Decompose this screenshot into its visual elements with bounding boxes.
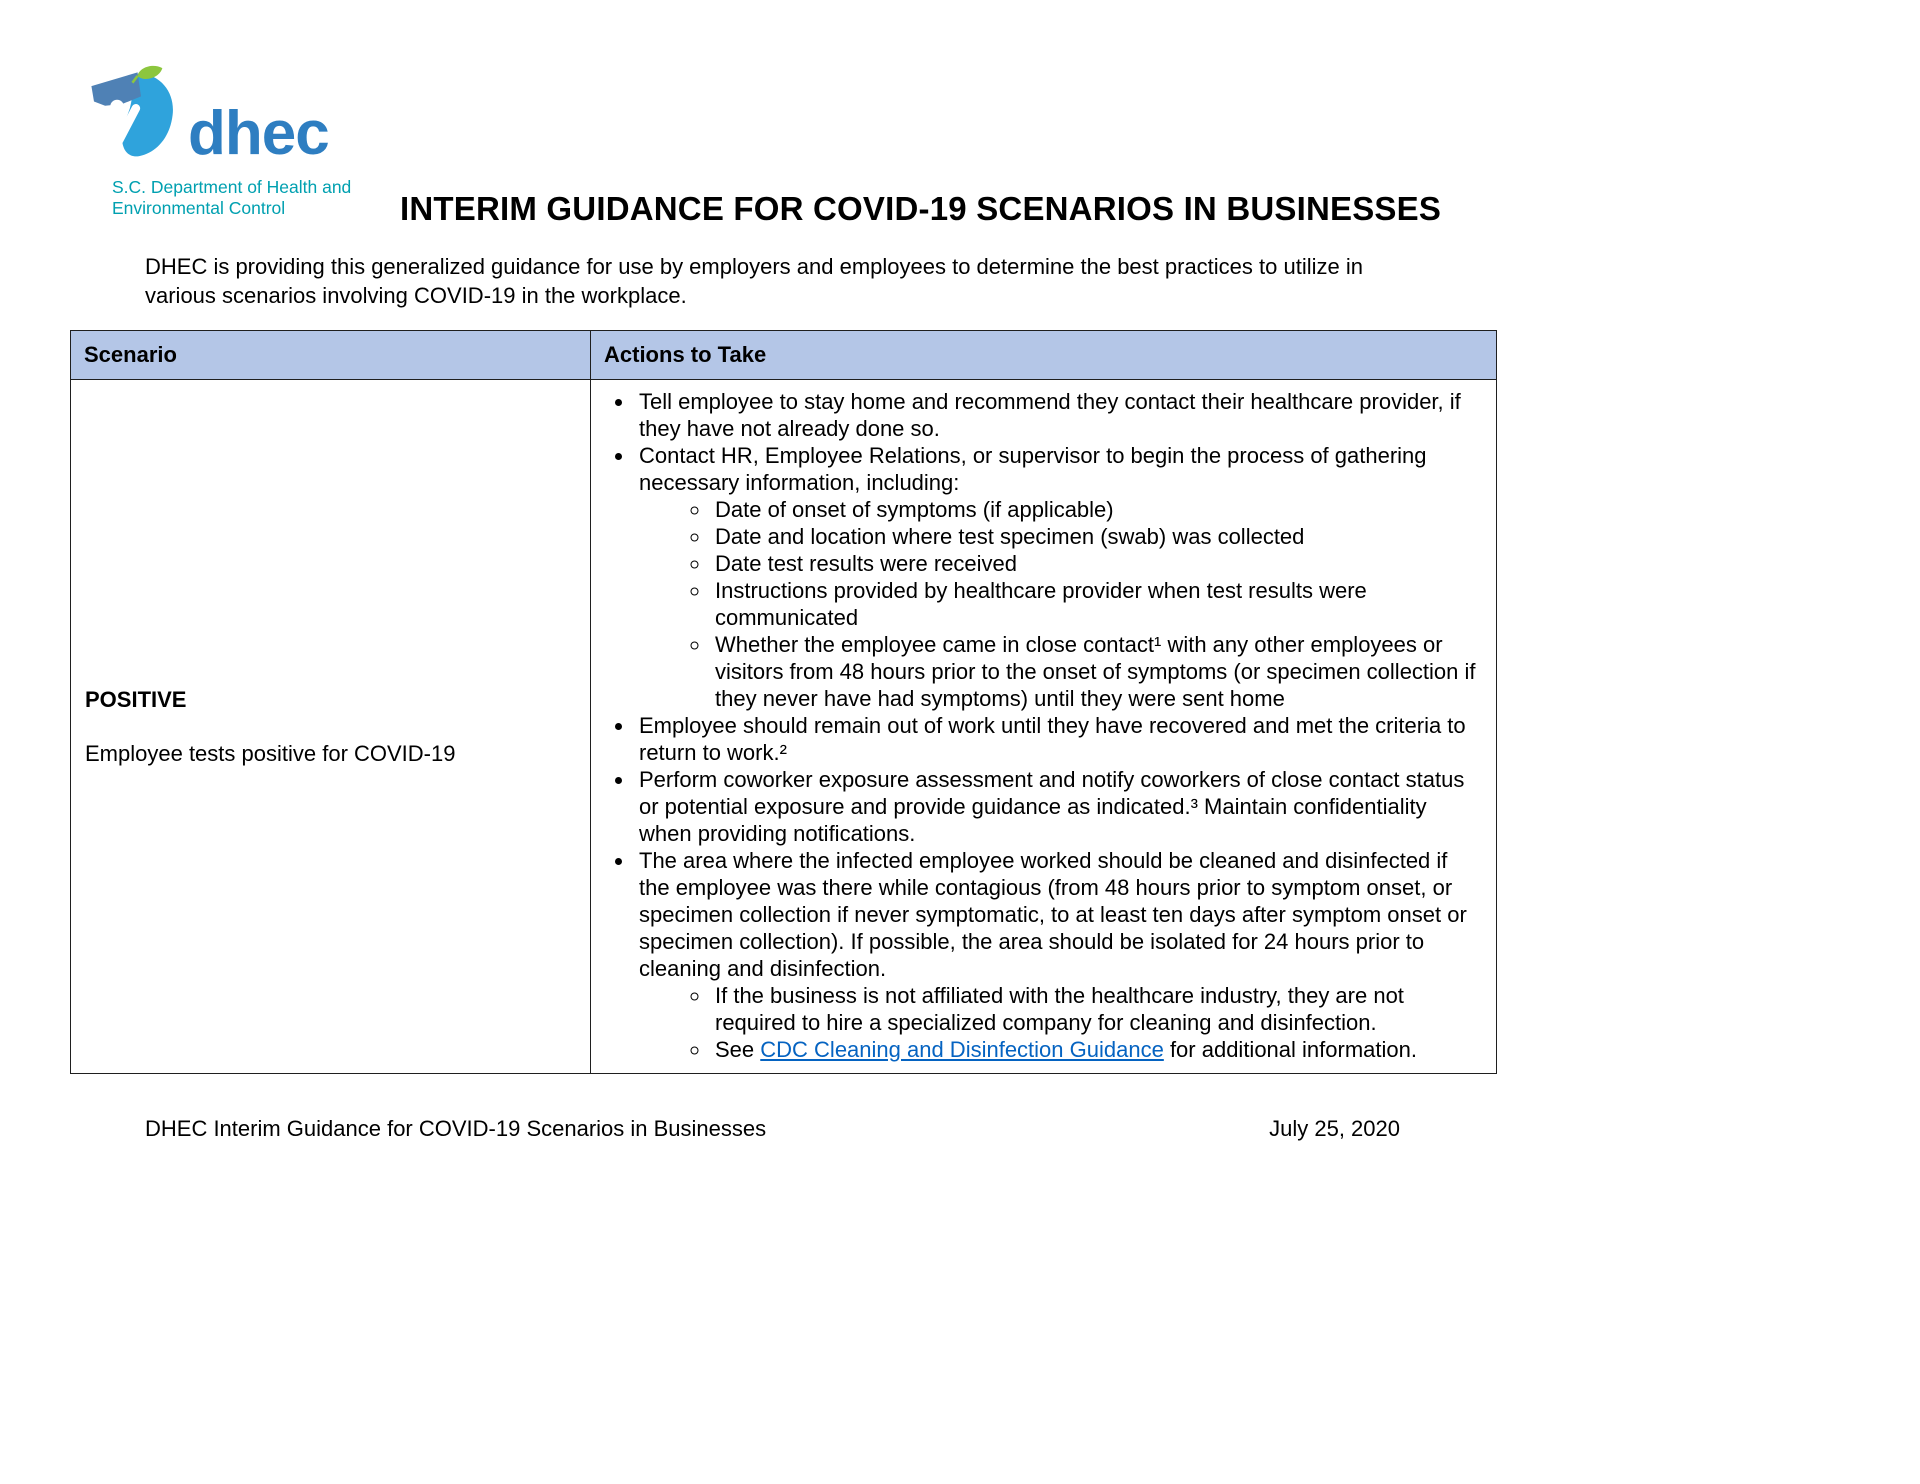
column-header-actions: Actions to Take (591, 331, 1497, 380)
dhec-logo-icon (88, 64, 182, 168)
action-subitem: ◦ Instructions provided by healthcare provider when test results were communicated (711, 577, 1480, 631)
dhec-logo (88, 64, 418, 219)
link-suffix-text: for additional information. (1163, 1037, 1417, 1062)
dhec-tagline-line1: S.C. Department of Health and (112, 177, 352, 197)
action-item: • The area where the infected employee worked should be cleaned and disinfected if the employee was there while contagious (from 48 hours prior to symptom onset, or specimen collection if never symptomatic, to at least ten days after symptom onset or specimen collection). If possible, the area should be isolated for 24 hours prior to cleaning and disinfection. ◦ If the business is not affiliated with the healthcare industry, they are not required to hire a specialized company for cleaning and disinfection. ◦ See CDC Cleaning and Disinfection Guidance for additional information. (635, 847, 1480, 1063)
actions-cell (591, 380, 1497, 1074)
action-subitem: ◦ Whether the employee came in close contact¹ with any other employees or visitors from 48 hours prior to the onset of symptoms (or specimen collection if they never have had symptoms) until they were sent home (711, 631, 1480, 712)
actions-list (605, 388, 1480, 1063)
action-sublist (639, 496, 1480, 712)
action-subitem: ◦ Date test results were received (711, 550, 1480, 577)
table-header-row (71, 331, 1497, 380)
scenario-description: Employee tests positive for COVID-19 (85, 740, 456, 766)
scenario-cell (71, 380, 591, 1074)
page-footer (145, 1116, 1400, 1142)
action-subitem: ◦ Date of onset of symptoms (if applicable) (711, 496, 1480, 523)
action-subitem: ◦ If the business is not affiliated with the healthcare industry, they are not required to hire a specialized company for cleaning and disinfection. (711, 982, 1480, 1036)
dhec-tagline (112, 177, 418, 219)
link-prefix-text: See (715, 1037, 761, 1062)
footer-document-title: DHEC Interim Guidance for COVID-19 Scenarios in Businesses (145, 1116, 767, 1141)
action-subitem: ◦ Date and location where test specimen (swab) was collected (711, 523, 1480, 550)
dhec-wordmark: dhec (188, 99, 329, 169)
scenario-title: POSITIVE (85, 686, 187, 712)
action-subitem (711, 1036, 1480, 1063)
guidance-table (70, 330, 1497, 1074)
action-item: • Tell employee to stay home and recommend they contact their healthcare provider, if they have not already done so. (635, 388, 1480, 442)
action-item: • Employee should remain out of work until they have recovered and met the criteria to return to work.² (635, 712, 1480, 766)
footer-date: July 25, 2020 (1269, 1116, 1400, 1141)
column-header-scenario: Scenario (71, 331, 591, 380)
table-row (71, 380, 1497, 1074)
cdc-cleaning-guidance-link[interactable]: CDC Cleaning and Disinfection Guidance (760, 1037, 1164, 1062)
action-item: • Perform coworker exposure assessment and notify coworkers of close contact status or potential exposure and provide guidance as indicated.³ Maintain confidentiality when providing notifications. (635, 766, 1480, 847)
page-title: INTERIM GUIDANCE FOR COVID-19 SCENARIOS IN BUSINESSES (400, 190, 1442, 227)
action-item: • Contact HR, Employee Relations, or supervisor to begin the process of gathering necessary information, including: ◦ Date of onset of symptoms (if applicable) ◦ Date and location where test specimen (swab) was collected ◦ Date test results were received ◦ Instructions provided by healthcare provider when test results were communicated ◦ Whether the employee came in close contact¹ with any other employees or visitors from 48 hours prior to the onset of symptoms (or specimen collection if they never have had symptoms) until they were sent home (635, 442, 1480, 712)
dhec-tagline-line2: Environmental Control (112, 198, 286, 218)
intro-paragraph: DHEC is providing this generalized guidance for use by employers and employees to determine the best practices to utilize in various scenarios involving COVID-19 in the workplace. (145, 254, 1363, 308)
action-sublist (639, 982, 1480, 1063)
